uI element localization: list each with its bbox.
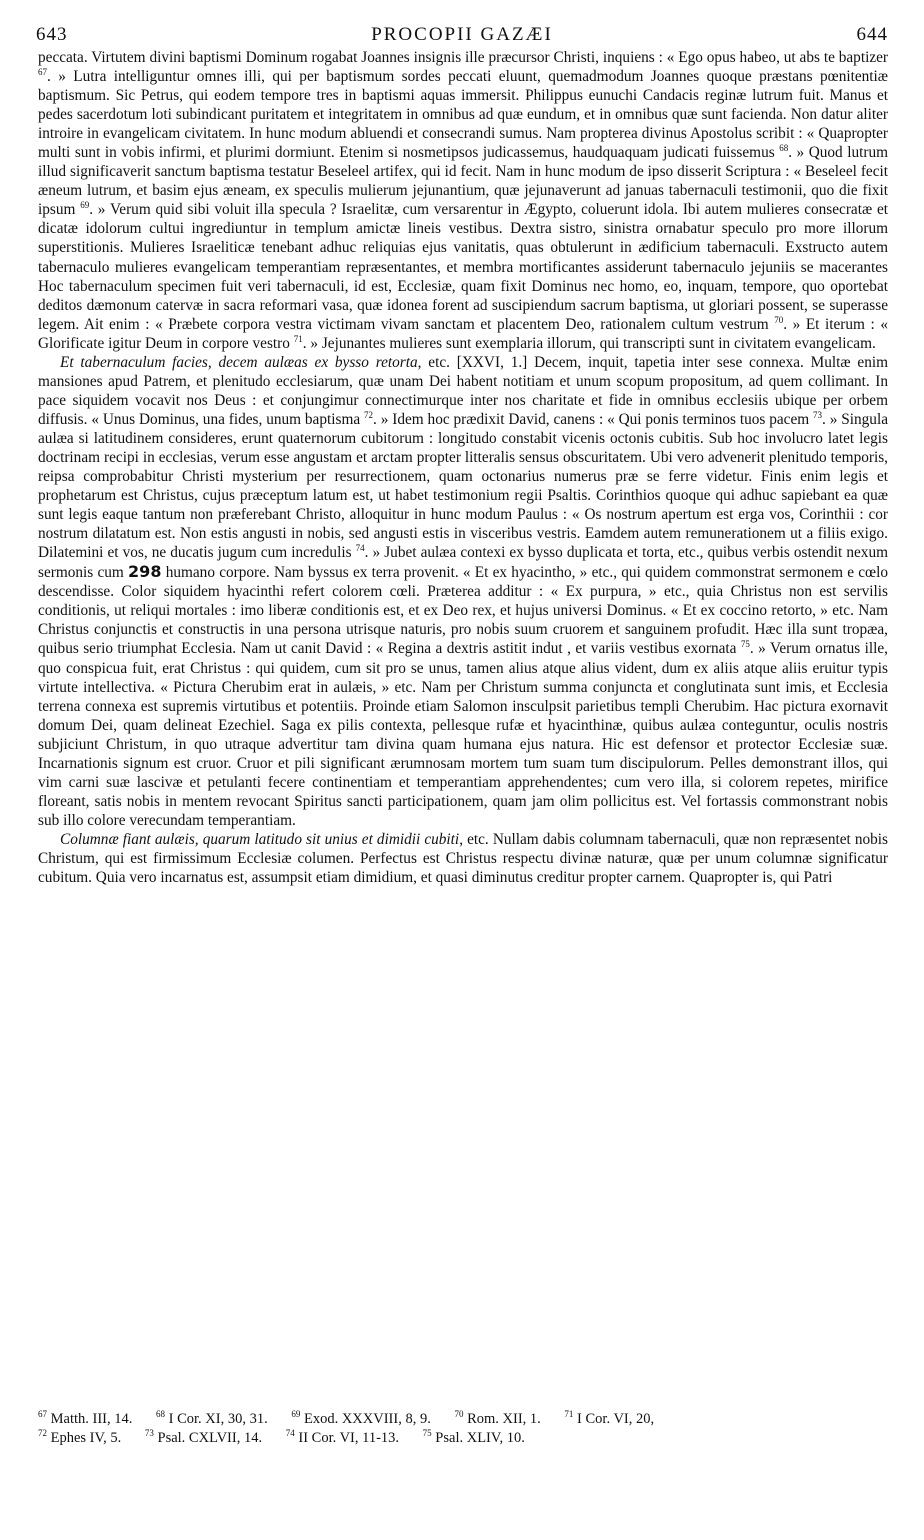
footnote-number: 68 [156,1409,165,1420]
note-ref: 70 [774,314,784,325]
footnote-number: 67 [38,1409,47,1420]
footnote-number: 71 [564,1409,574,1420]
text-run: . » Lutra intelliguntur omnes illi, qui per baptismum sordes peccati eluunt, quemadmodum Joannes quoque præstans pœnitentiæ baptismum. Sic Petrus, qui eodem tempore tres in baptismi aquas immersit. Philippus eunuchi Candacis reginæ lutrum fuit. Manus et pedes sacerdotum loti subindicant puritatem et integritatem in omnibus ad quæ eundum, et in omnibus quæ sunt facienda. Non datur aliter introire in evangelicam civitatem. In hunc modum abluendi et consecrandi sumus. Nam propterea divinus Apostolus scribit : « Quapropter multi sunt in vobis infirmi, et plurimi dormiunt. Etenim si nosmetipsos judicassemus, haudquaquam judicati fuissemus [38,68,888,162]
text-run: . » Verum quid sibi voluit illa specula ? Israelitæ, cum versarentur in Ægypto, coluerunt idola. Ibi autem mulieres consecratæ et dicatæ idolorum cultui ingrediuntur in templum amictæ lineis vestibus. Dextra sistro, sinistra ornabatur speculo pro more illorum superstitionis. Mulieres Israeliticæ tenebant adhuc reliquias ejus vanitatis, quas obtulerunt in ædificium tabernaculi. Exstructo autem tabernaculo mulieres evangelicam temperantiam repræsentantes, et membra mortificantes assiderunt tabernaculo jejuniis se macerantes Hoc tabernaculum specimen fuit veri tabernaculi, id est, Ecclesiæ, quam fixit Dominus nec homo, eo, inquam, tempore, quo oportebat deditos dæmonum catervæ in sacra reformari vasa, quæ idonea forent ad suscipiendum sacrum baptisma, ut gloriari possent, se superasse legem. Ait enim : « Præbete corpora vestra victimam vivam sanctam et placentem Deo, rationalem cultum vestrum [38,201,888,333]
paragraph [38,353,888,830]
text-run: . » Singula aulæa si latitudinem consideres, erunt quaternorum cubitorum : longitudo constabit vicenis octonis cubitis. Sub hoc involucro latet legis doctrinam recipi in ecclesias, verum esse angustam et arctam propter litteralis sensus obscuritatem. Ubi vero advenerit plenitudo temporis, reipsa comprobabitur Christi mysterium per resurrectionem, quam octonarius numerus præ se ferre videtur. Finis enim legis et prophetarum est Christus, cujus præceptum latum est, ut habet testimonium regii Psaltis. Corinthios quoque qui adhuc sapiebant ea quæ sunt legis eaque tantum non præferebant Christo, alloquitur in hunc modum Paulus : « Os nostrum apertum est erga vos, Corinthii : cor nostrum dilatatum est. Non estis angusti in nobis, sed angusti estis in visceribus vestris. Eamdem autem remunerationem ut a filiis exigo. Dilatemini et vos, ne ducatis jugum cum incredulis [38,410,888,562]
note-ref: 75 [740,639,750,650]
footnote-number: 73 [144,1428,154,1439]
note-ref: 73 [813,409,823,420]
footnote [291,1411,430,1427]
text-run: . » Et iterum : « Glorificate igitur Deum in corpore vestro [38,315,888,352]
note-ref: 74 [355,543,365,554]
footnote-text: Exod. XXXVIII, 8, 9. [303,1411,431,1427]
footnote [454,1411,540,1427]
text-run: . » Jejunantes mulieres sunt exemplaria illorum, qui transcripti sunt in civitatem evangelicam. [302,334,876,352]
footnotes [38,1410,888,1448]
footnote-text: Rom. XII, 1. [467,1411,541,1427]
text-run: . » Idem hoc prædixit David, canens : « Qui ponis terminos tuos pacem [373,410,810,428]
left-column-number: 643 [36,24,68,45]
note-ref: 68 [779,143,789,154]
text-run: . » Quod lutrum illud significaverit sanctum baptisma testatur Beseleel artifex, qui id fecit. Nam in hunc modum de ipso disserit Scriptura : « Beseleel fecit æneum lutrum, et basim ejus æneam, ex speculis mulierum jejunantium, quæ jejunaverunt ad januas tabernaculi testimonii, quo die fixit ipsum [38,144,888,219]
note-ref: 72 [364,409,374,420]
footnote [38,1430,121,1446]
footnote-number: 72 [38,1428,47,1439]
footnote [145,1430,262,1446]
text-run: , etc. [XXVI, 1.] Decem, inquit, tapetia inter sese connexa. Multæ enim mansiones apud Patrem, et plenitudo ecclesiarum, quæ unam Dei habent notitiam et unum scopum propositum, ad quem collimant. In pace siquidem vocavit nos Deus : et conjungimur connectimurque inter nos charitate et fide in omnibus ecclesiis ubique per orbem diffusis. « Unus Dominus, una fides, unum baptisma [38,353,888,428]
paragraph [38,830,888,887]
lemma: Et tabernaculum facies, decem aulæas ex bysso retorta [60,353,418,371]
main-text [38,48,888,1393]
footnote-number: 75 [422,1428,432,1439]
running-header [36,22,888,46]
column-marker: 298 [128,562,162,582]
footnote-text: Psal. CXLVII, 14. [157,1430,263,1446]
lemma: Columnæ fiant aulæis, quarum latitudo sit unius et dimidii cubiti [60,830,460,848]
footnote-number: 69 [291,1409,301,1420]
text-run: . » Verum ornatus ille, quo conspicua fuit, erat Christus : qui quidem, cum sit pro se unus, tamen alius atque alius vident, dum ex aliis atque aliis eruitur typis virtute intellectiva. « Pictura Cherubim erat in aulæis, » etc. Nam per Christum summa conjuncta et conglutinata sunt imis, et Ecclesia terrena connexa est supremis virtutibus et potentiis. Proinde etiam Salomon insculpsit parietibus templi Cherubim. Hac pictura exornavit domum Dei, quam delineat Ezechiel. Saga ex pilis contexta, pellesque rufæ et hyacinthinæ, quibus aulæa conteguntur, oculis nostris subjiciunt Christum, in quo utraque advertitur tam divina quam humana ejus natura. Hic est defensor et protector Ecclesiæ suæ. Incarnationis signum est cruor. Cruor et pili significant ærumnosam mortem tum suam tum discipulorum. Pelles demonstrant illos, qui vim carni suæ lascivæ et petulanti fecere continentiam et temperantiam apprehendentes; cum vero illa, si colorem repetes, mirifice floreant, satis nobis in mentem revocant Spiritus sancti participationem, quam jam olim pollicitus est. Vel fortassis commonstrant nobis sub illo colore verecundam temperantiam. [38,640,888,829]
footnote-text: I Cor. VI, 20, [577,1411,655,1427]
text-run: peccata. Virtutem divini baptismi Dominum rogabat Joannes insignis ille præcursor Christi, inquiens : « Ego opus habeo, ut abs te baptizer [38,49,888,66]
footnote-line [38,1410,888,1429]
footnote-line [38,1429,888,1448]
footnote-text: Ephes IV, 5. [50,1430,122,1446]
note-ref: 71 [293,333,303,344]
paragraph [38,48,888,353]
right-column-number: 644 [856,24,888,45]
footnote-number: 74 [285,1428,295,1439]
footnote-text: II Cor. VI, 11-13. [298,1430,400,1446]
footnote [564,1411,654,1427]
footnote-number: 70 [454,1409,464,1420]
footnote [38,1411,132,1427]
note-ref: 67 [38,66,47,77]
footnote-text: I Cor. XI, 30, 31. [168,1411,268,1427]
running-title: PROCOPII GAZÆI [371,24,553,45]
footnote [423,1430,525,1446]
note-ref: 69 [80,200,90,211]
footnote [286,1430,399,1446]
text-run: . » Jubet aulæa contexi ex bysso duplicata et torta, etc., quibus verbis ostendit nexum sermonis cum [38,544,888,582]
footnote [156,1411,268,1427]
footnote-text: Psal. XLIV, 10. [435,1430,525,1446]
text-run: humano corpore. Nam byssus ex terra provenit. « Et ex hyacintho, » etc., qui quidem commonstrat sermonem e cœlo descendisse. Color siquidem hyacinthi refert colorem cœli. Præterea additur : « Ex purpura, » etc., quia Christus non est servilis conditionis, ut reliqui mortales : imo liberæ conditionis est, et ex Deo rex, et hujus universi Dominus. « Et ex coccino retorto, » etc. Nam Christus conjunctis et constructis in una persona utrisque naturis, pro nobis suum cruorem et sanguinem profudit. Hæc illa sunt tropæa, quibus serio triumphat Ecclesia. Nam ut canit David : « Regina a dextris astitit indut , et variis vestibus exornata [38,564,888,658]
footnote-text: Matth. III, 14. [50,1411,133,1427]
text-run: , etc. Nullam dabis columnam tabernaculi, quæ non repræsentet nobis Christum, qui est firmissimum Ecclesiæ columen. Perfectus est Christus respectu divinæ naturæ, quæ per unum columnæ significatur cubitum. Quia vero incarnatus est, assumpsit etiam dimidium, et quasi diminutus creditur propter carnem. Quapropter is, qui Patri [38,830,888,887]
